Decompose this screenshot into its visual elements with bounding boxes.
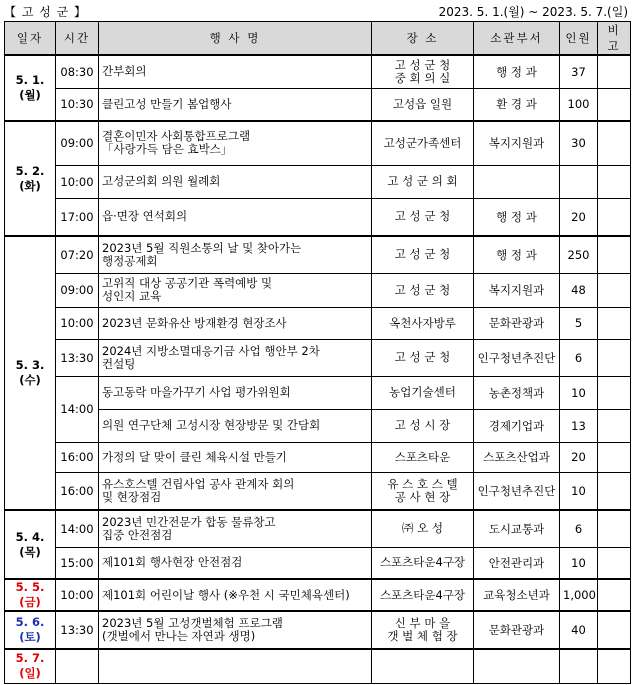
department-cell: 경제기업과	[474, 409, 560, 442]
attendee-count-cell: 40	[560, 611, 598, 649]
department-cell: 환 경 과	[474, 88, 560, 121]
event-name-cell: 동고동락 마을가꾸기 사업 평가위원회	[99, 376, 372, 409]
attendee-count-cell: 13	[560, 409, 598, 442]
venue-cell: 스포츠타운4구장	[372, 547, 474, 579]
weekday-label: (금)	[19, 595, 41, 609]
date-cell	[5, 510, 56, 579]
attendee-count-cell: 10	[560, 547, 598, 579]
department-cell: 교육청소년과	[474, 579, 560, 611]
event-name-cell: 2023년 민간전문가 합동 물류창고 집중 안전점검	[99, 510, 372, 547]
attendee-count-cell: 37	[560, 55, 598, 88]
venue-cell: 고 성 군 청 중 회 의 실	[372, 55, 474, 88]
event-name-cell: 클린고성 만들기 봄업행사	[99, 88, 372, 121]
schedule-body	[5, 55, 631, 683]
date-label: 5. 1.	[15, 73, 45, 87]
time-cell	[56, 649, 99, 683]
event-name-cell: 제101회 행사현장 안전점검	[99, 547, 372, 579]
department-cell: 인구청년추진단	[474, 472, 560, 510]
time-cell: 14:00	[56, 376, 99, 442]
event-name-cell: 결혼이민자 사회통합프로그램 「사랑가득 담은 효박스」	[99, 121, 372, 165]
time-cell: 09:00	[56, 121, 99, 165]
venue-cell: 스포츠타운4구장	[372, 579, 474, 611]
remarks-cell	[598, 376, 631, 409]
event-name-cell: 읍·면장 연석회의	[99, 198, 372, 236]
date-cell	[5, 611, 56, 649]
remarks-cell	[598, 442, 631, 472]
department-cell: 문화관광과	[474, 307, 560, 339]
column-header-time: 시간	[56, 22, 99, 56]
time-cell: 13:30	[56, 339, 99, 376]
attendee-count-cell: 100	[560, 88, 598, 121]
column-header-date: 일자	[5, 22, 56, 56]
time-cell: 10:00	[56, 579, 99, 611]
time-cell: 14:00	[56, 510, 99, 547]
department-cell	[474, 165, 560, 198]
event-name-cell: 의원 연구단체 고성시장 현장방문 및 간담회	[99, 409, 372, 442]
column-header-row	[5, 22, 631, 56]
venue-cell: 고 성 군 청	[372, 236, 474, 273]
schedule-row	[5, 611, 631, 649]
attendee-count-cell: 48	[560, 273, 598, 307]
schedule-row	[5, 442, 631, 472]
remarks-cell	[598, 649, 631, 683]
venue-cell	[372, 649, 474, 683]
schedule-row	[5, 236, 631, 273]
venue-cell: 고 성 군 청	[372, 339, 474, 376]
time-cell: 10:00	[56, 307, 99, 339]
remarks-cell	[598, 88, 631, 121]
date-label: 5. 7.	[15, 651, 45, 666]
event-name-cell: 고성군의회 의원 월례회	[99, 165, 372, 198]
department-cell: 행 정 과	[474, 236, 560, 273]
department-cell: 문화관광과	[474, 611, 560, 649]
remarks-cell	[598, 307, 631, 339]
attendee-count-cell: 30	[560, 121, 598, 165]
schedule-header	[0, 0, 634, 20]
schedule-row	[5, 649, 631, 683]
weekday-label: (수)	[19, 373, 41, 387]
remarks-cell	[598, 472, 631, 510]
event-name-cell	[99, 649, 372, 683]
venue-cell: 농업기술센터	[372, 376, 474, 409]
time-cell: 16:00	[56, 472, 99, 510]
department-cell: 농촌정책과	[474, 376, 560, 409]
time-cell: 08:30	[56, 55, 99, 88]
venue-cell: 고 성 시 장	[372, 409, 474, 442]
weekly-schedule-table	[4, 21, 631, 684]
attendee-count-cell: 5	[560, 307, 598, 339]
column-header-remarks: 비고	[598, 22, 631, 56]
department-cell: 복지지원과	[474, 273, 560, 307]
venue-cell: 유 스 호 스 텔 공 사 현 장	[372, 472, 474, 510]
date-label: 5. 6.	[15, 615, 45, 629]
attendee-count-cell	[560, 649, 598, 683]
schedule-row	[5, 307, 631, 339]
time-cell: 09:00	[56, 273, 99, 307]
venue-cell: 신 부 마 을 갯 벌 체 험 장	[372, 611, 474, 649]
attendee-count-cell: 6	[560, 339, 598, 376]
remarks-cell	[598, 198, 631, 236]
time-cell: 10:00	[56, 165, 99, 198]
department-cell: 행 정 과	[474, 198, 560, 236]
schedule-row	[5, 472, 631, 510]
venue-cell: ㈜ 오 성	[372, 510, 474, 547]
schedule-row	[5, 510, 631, 547]
schedule-row	[5, 339, 631, 376]
date-cell	[5, 579, 56, 611]
venue-cell: 옥천사자방루	[372, 307, 474, 339]
attendee-count-cell: 250	[560, 236, 598, 273]
weekday-label: (월)	[19, 88, 41, 102]
venue-cell: 고 성 군 청	[372, 273, 474, 307]
venue-cell: 고 성 군 의 회	[372, 165, 474, 198]
attendee-count-cell: 20	[560, 198, 598, 236]
schedule-period: 2023. 5. 1.(월) ~ 2023. 5. 7.(일)	[438, 5, 628, 19]
remarks-cell	[598, 121, 631, 165]
remarks-cell	[598, 236, 631, 273]
remarks-cell	[598, 409, 631, 442]
event-name-cell: 2024년 지방소멸대응기금 사업 행안부 2차 컨설팅	[99, 339, 372, 376]
remarks-cell	[598, 273, 631, 307]
event-name-cell: 2023년 문화유산 방재환경 현장조사	[99, 307, 372, 339]
column-header-attendees: 인원	[560, 22, 598, 56]
event-name-cell: 유스호스텔 건립사업 공사 관계자 회의 및 현장점검	[99, 472, 372, 510]
event-name-cell: 간부회의	[99, 55, 372, 88]
department-cell: 스포츠산업과	[474, 442, 560, 472]
schedule-row	[5, 547, 631, 579]
time-cell: 10:30	[56, 88, 99, 121]
weekday-label: (목)	[19, 544, 41, 559]
date-cell	[5, 236, 56, 510]
attendee-count-cell: 6	[560, 510, 598, 547]
remarks-cell	[598, 165, 631, 198]
schedule-row	[5, 88, 631, 121]
schedule-row	[5, 165, 631, 198]
schedule-row	[5, 273, 631, 307]
department-cell	[474, 649, 560, 683]
remarks-cell	[598, 547, 631, 579]
date-label: 5. 5.	[15, 580, 45, 594]
date-cell	[5, 121, 56, 236]
column-header-venue: 장 소	[372, 22, 474, 56]
time-cell: 15:00	[56, 547, 99, 579]
schedule-row	[5, 376, 631, 409]
weekday-label: (화)	[19, 178, 41, 193]
department-cell: 도시교통과	[474, 510, 560, 547]
date-label: 5. 3.	[15, 358, 45, 372]
date-cell	[5, 55, 56, 121]
department-cell: 안전관리과	[474, 547, 560, 579]
time-cell: 16:00	[56, 442, 99, 472]
event-name-cell: 가정의 달 맞이 클린 체육시설 만들기	[99, 442, 372, 472]
remarks-cell	[598, 339, 631, 376]
remarks-cell	[598, 55, 631, 88]
column-header-department: 소관부서	[474, 22, 560, 56]
column-header-event: 행 사 명	[99, 22, 372, 56]
attendee-count-cell: 1,000	[560, 579, 598, 611]
event-name-cell: 제101회 어린이날 행사 (※우천 시 국민체육센터)	[99, 579, 372, 611]
venue-cell: 스포츠타운	[372, 442, 474, 472]
remarks-cell	[598, 579, 631, 611]
department-cell: 행 정 과	[474, 55, 560, 88]
weekday-label: (토)	[19, 630, 41, 644]
schedule-row	[5, 198, 631, 236]
date-label: 5. 2.	[15, 163, 45, 178]
date-label: 5. 4.	[15, 529, 45, 544]
event-name-cell: 2023년 5월 직원소통의 날 및 찾아가는 행정공제회	[99, 236, 372, 273]
schedule-row	[5, 55, 631, 88]
event-name-cell: 고위직 대상 공공기관 폭력예방 및 성인지 교육	[99, 273, 372, 307]
time-cell: 07:20	[56, 236, 99, 273]
attendee-count-cell	[560, 165, 598, 198]
schedule-row	[5, 121, 631, 165]
venue-cell: 고 성 군 청	[372, 198, 474, 236]
schedule-row	[5, 579, 631, 611]
date-cell	[5, 649, 56, 683]
attendee-count-cell: 20	[560, 442, 598, 472]
weekday-label: (일)	[19, 666, 41, 681]
attendee-count-cell: 10	[560, 376, 598, 409]
schedule-row	[5, 409, 631, 442]
attendee-count-cell: 10	[560, 472, 598, 510]
organization-title: 【 고 성 군 】	[4, 5, 88, 19]
remarks-cell	[598, 510, 631, 547]
remarks-cell	[598, 611, 631, 649]
venue-cell: 고성군가족센터	[372, 121, 474, 165]
time-cell: 13:30	[56, 611, 99, 649]
event-name-cell: 2023년 5월 고성갯벌체험 프로그램 (갯벌에서 만나는 자연과 생명)	[99, 611, 372, 649]
time-cell: 17:00	[56, 198, 99, 236]
department-cell: 인구청년추진단	[474, 339, 560, 376]
venue-cell: 고성읍 일원	[372, 88, 474, 121]
department-cell: 복지지원과	[474, 121, 560, 165]
